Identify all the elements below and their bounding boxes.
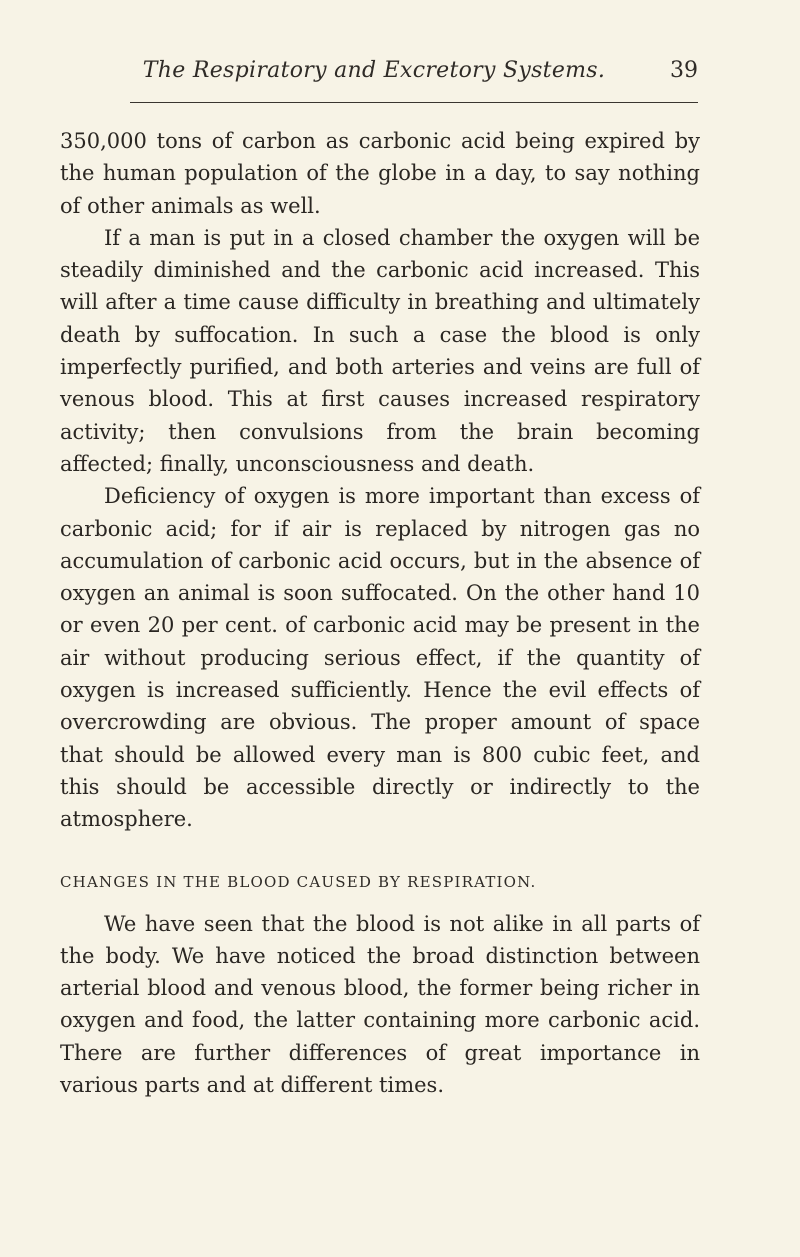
paragraph-closed-chamber: If a man is put in a closed chamber the oxygen will be steadily diminished and the carbonic acid increased. This will after a time cause difficulty in breathing and ultimately death by suffocation. In such a case the blood is only imperfectly purified, and both arteries and veins are full of venous blood. This at first causes increased respiratory activity; then convulsions from the brain becoming affected; finally, unconsciousness and death. <box>60 225 700 476</box>
page-number: 39 <box>670 58 698 83</box>
paragraph-continuation: 350,000 tons of carbon as carbonic acid being expired by the human population of the globe in a day, to say nothing of other animals as well. <box>60 129 700 218</box>
paragraph-blood-differences: We have seen that the blood is not alike in all parts of the body. We have noticed the broad distinction between arterial blood and venous blood, the former being richer in oxygen and food, the latter containing more carbonic acid. There are further differences of great importance in various parts and at different times. <box>60 911 700 1098</box>
section-heading: CHANGES IN THE BLOOD CAUSED BY RESPIRATION. <box>60 872 537 891</box>
header-rule <box>130 102 698 103</box>
paragraph-oxygen-deficiency: Deficiency of oxygen is more important than excess of carbonic acid; for if air is replaced by nitrogen gas no accumulation of carbonic acid occurs, but in the absence of oxygen an animal is soon suffocated. On the other hand 10 or even 20 per cent. of carbonic acid may be present in the air without producing serious effect, if the quantity of oxygen is increased sufficiently. Hence the evil effects of overcrowding are obvious. The proper amount of space that should be allowed every man is 800 cubic feet, and this should be accessible directly or indirectly to the atmosphere. <box>60 484 700 832</box>
running-head <box>120 58 698 98</box>
running-title: The Respiratory and Excretory Systems. <box>142 58 606 83</box>
page-body <box>60 125 700 1101</box>
